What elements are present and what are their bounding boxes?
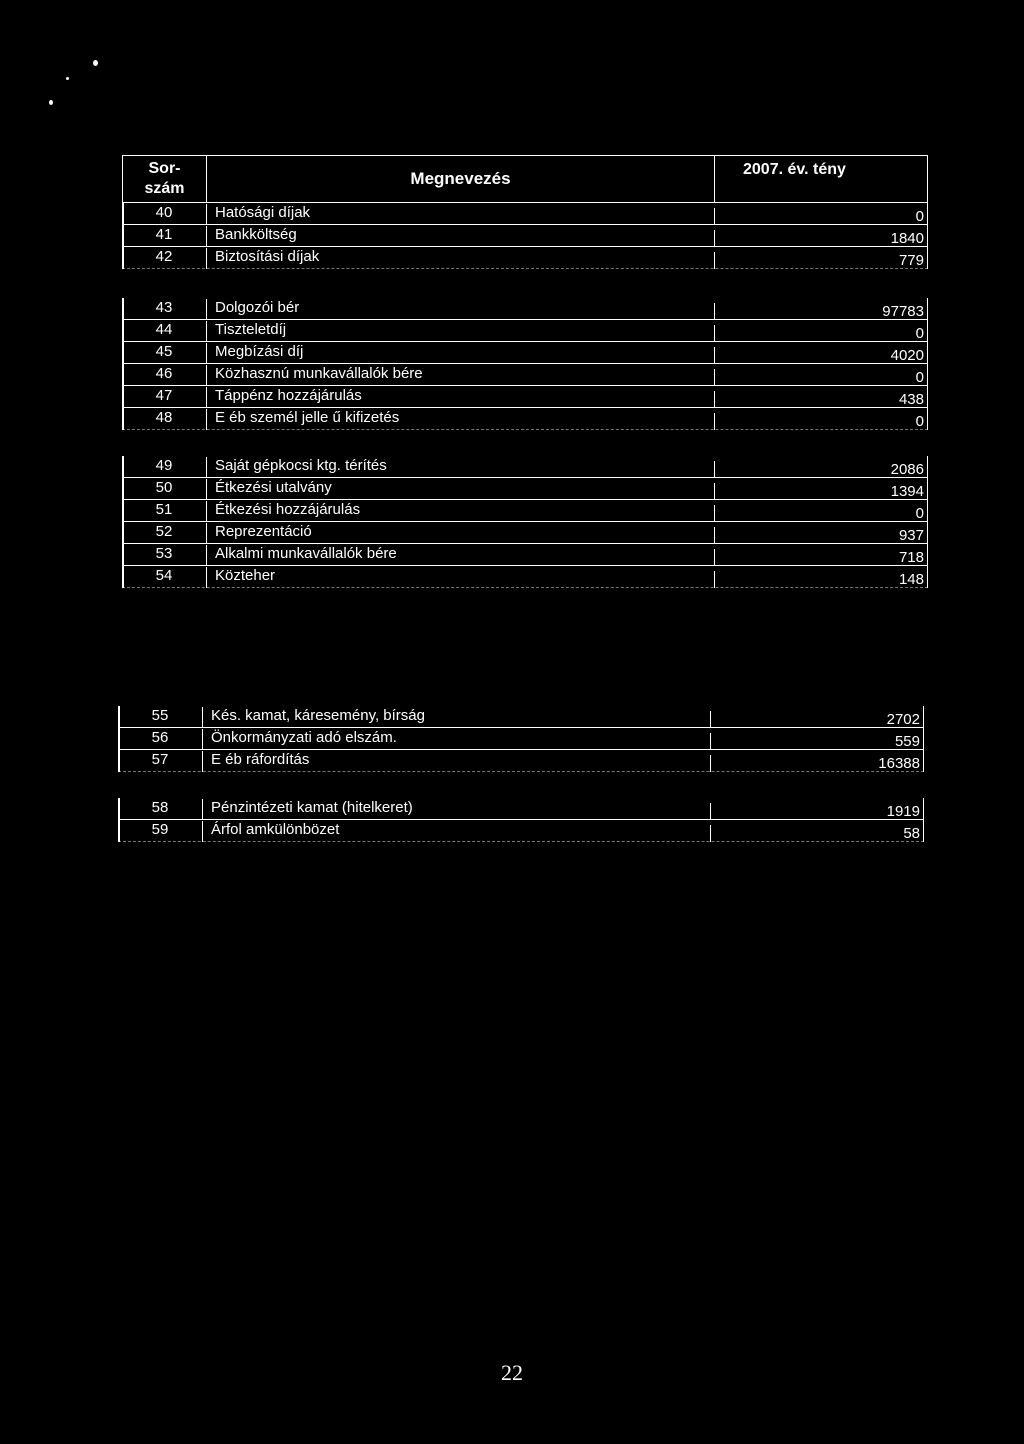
row-value: 1840 xyxy=(714,230,928,247)
table-row xyxy=(122,298,928,320)
row-value: 4020 xyxy=(714,347,928,364)
row-name: Táppénz hozzájárulás xyxy=(206,387,714,408)
row-number: 57 xyxy=(151,751,169,768)
row-right-border xyxy=(927,500,929,522)
table-row xyxy=(122,342,928,364)
row-value: 2702 xyxy=(710,711,924,728)
table-row xyxy=(122,364,928,386)
row-number: 58 xyxy=(151,799,169,816)
header-sorszam-line1: Sor- xyxy=(148,160,181,177)
row-right-border xyxy=(927,566,929,588)
row-name: E éb személ jelle ű kifizetés xyxy=(206,409,714,430)
row-value: 58 xyxy=(710,825,924,842)
row-number: 52 xyxy=(155,523,173,540)
row-value: 0 xyxy=(714,413,928,430)
expense-table-group-3 xyxy=(122,456,928,588)
table-row xyxy=(122,386,928,408)
row-group-5 xyxy=(118,798,924,842)
header-megnevezes: Megnevezés xyxy=(207,156,715,202)
row-value: 97783 xyxy=(714,303,928,320)
table-row xyxy=(118,798,924,820)
row-group-4 xyxy=(118,706,924,772)
table-row xyxy=(122,320,928,342)
row-right-border xyxy=(927,247,929,269)
row-right-border xyxy=(923,750,925,772)
table-row xyxy=(122,522,928,544)
row-right-border xyxy=(927,342,929,364)
row-right-border xyxy=(927,456,929,478)
row-name: Megbízási díj xyxy=(206,343,714,364)
row-right-border xyxy=(927,364,929,386)
row-group-3 xyxy=(122,456,928,588)
row-value: 2086 xyxy=(714,461,928,478)
row-value: 559 xyxy=(710,733,924,750)
row-name: Pénzintézeti kamat (hitelkeret) xyxy=(202,799,710,820)
expense-table-group-5 xyxy=(118,798,924,842)
row-number: 56 xyxy=(151,729,169,746)
row-value: 937 xyxy=(714,527,928,544)
row-name: Tiszteletdíj xyxy=(206,321,714,342)
row-value: 718 xyxy=(714,549,928,566)
row-right-border xyxy=(923,728,925,750)
row-value: 779 xyxy=(714,252,928,269)
row-right-border xyxy=(923,798,925,820)
row-name: Reprezentáció xyxy=(206,523,714,544)
header-sorszam-line2: szám xyxy=(144,180,185,197)
scan-speck xyxy=(66,77,69,80)
row-number: 40 xyxy=(155,204,173,221)
row-number: 59 xyxy=(151,821,169,838)
row-name: Hatósági díjak xyxy=(206,204,714,225)
table-header xyxy=(122,155,928,203)
row-value: 0 xyxy=(714,369,928,386)
scan-speck xyxy=(49,100,53,105)
row-value: 0 xyxy=(714,208,928,225)
row-number: 41 xyxy=(155,226,173,243)
table-row xyxy=(118,706,924,728)
header-sorszam xyxy=(123,156,207,202)
expense-table-group-2 xyxy=(122,298,928,430)
table-row xyxy=(122,203,928,225)
row-number: 50 xyxy=(155,479,173,496)
row-number: 53 xyxy=(155,545,173,562)
row-right-border xyxy=(927,298,929,320)
header-teny: 2007. év. tény xyxy=(743,161,846,178)
row-value: 148 xyxy=(714,571,928,588)
row-value: 0 xyxy=(714,505,928,522)
table-row xyxy=(122,225,928,247)
row-value: 16388 xyxy=(710,755,924,772)
row-right-border xyxy=(923,706,925,728)
table-row xyxy=(122,247,928,269)
row-number: 45 xyxy=(155,343,173,360)
row-name: Önkormányzati adó elszám. xyxy=(202,729,710,750)
row-right-border xyxy=(927,522,929,544)
table-row xyxy=(118,820,924,842)
row-right-border xyxy=(927,320,929,342)
row-name: Kés. kamat, káresemény, bírság xyxy=(202,707,710,728)
row-group-2 xyxy=(122,298,928,430)
row-group-1 xyxy=(122,203,928,269)
row-name: Árfol amkülönbözet xyxy=(202,821,710,842)
table-row xyxy=(118,750,924,772)
table-row xyxy=(122,456,928,478)
table-row xyxy=(122,478,928,500)
row-number: 51 xyxy=(155,501,173,518)
table-row xyxy=(118,728,924,750)
row-right-border xyxy=(923,820,925,842)
table-row xyxy=(122,500,928,522)
row-number: 54 xyxy=(155,567,173,584)
row-value: 1919 xyxy=(710,803,924,820)
row-right-border xyxy=(927,478,929,500)
row-name: Étkezési utalvány xyxy=(206,479,714,500)
row-right-border xyxy=(927,544,929,566)
row-right-border xyxy=(927,386,929,408)
row-name: Saját gépkocsi ktg. térítés xyxy=(206,457,714,478)
row-name: Dolgozói bér xyxy=(206,299,714,320)
row-value: 0 xyxy=(714,325,928,342)
row-name: Alkalmi munkavállalók bére xyxy=(206,545,714,566)
row-right-border xyxy=(927,408,929,430)
row-name: Étkezési hozzájárulás xyxy=(206,501,714,522)
row-name: E éb ráfordítás xyxy=(202,751,710,772)
row-right-border xyxy=(927,203,929,225)
row-name: Közteher xyxy=(206,567,714,588)
row-name: Biztosítási díjak xyxy=(206,248,714,269)
row-number: 47 xyxy=(155,387,173,404)
row-value: 1394 xyxy=(714,483,928,500)
row-right-border xyxy=(927,225,929,247)
expense-table-top xyxy=(122,155,928,269)
expense-table-group-4 xyxy=(118,706,924,772)
table-row xyxy=(122,408,928,430)
page-number: 22 xyxy=(501,1360,523,1385)
row-number: 46 xyxy=(155,365,173,382)
row-number: 48 xyxy=(155,409,173,426)
row-name: Bankköltség xyxy=(206,226,714,247)
row-number: 55 xyxy=(151,707,169,724)
table-row xyxy=(122,544,928,566)
scan-speck xyxy=(93,60,98,66)
table-row xyxy=(122,566,928,588)
row-number: 49 xyxy=(155,457,173,474)
row-number: 42 xyxy=(155,248,173,265)
row-value: 438 xyxy=(714,391,928,408)
row-number: 44 xyxy=(155,321,173,338)
row-number: 43 xyxy=(155,299,173,316)
row-name: Közhasznú munkavállalók bére xyxy=(206,365,714,386)
